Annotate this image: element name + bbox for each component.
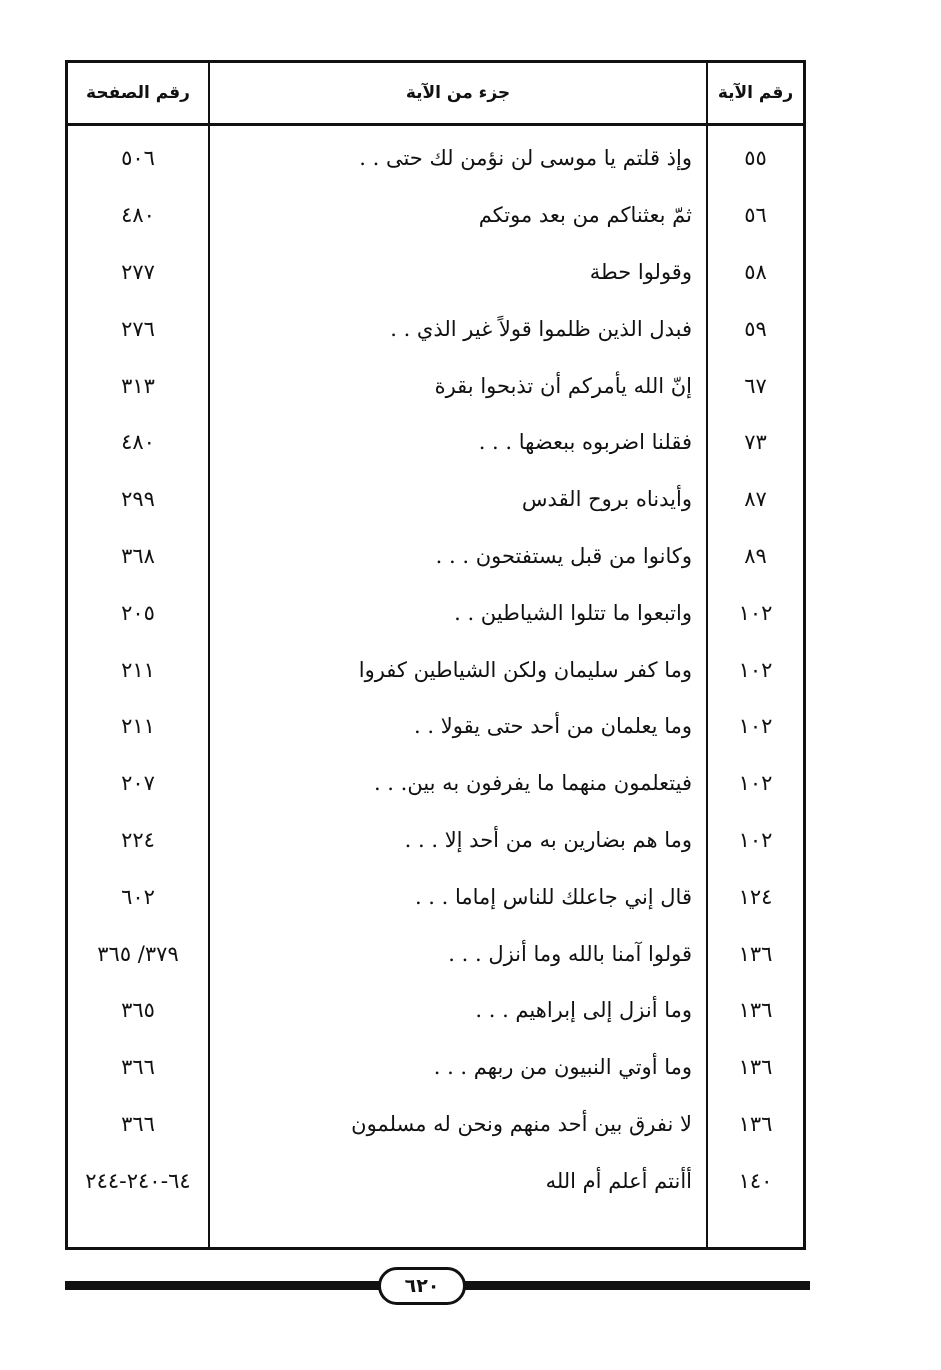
page-number: ٢١١ xyxy=(121,657,155,682)
verse-part: وما أنزل إلى إبراهيم . . . xyxy=(475,998,692,1023)
verse-number: ٥٨ xyxy=(744,259,767,284)
table-row xyxy=(68,641,803,698)
table-row xyxy=(68,1039,803,1096)
verse-part: أأنتم أعلم أم الله xyxy=(545,1168,692,1193)
page-number: ٢١١ xyxy=(121,714,155,739)
table-row xyxy=(68,414,803,471)
verse-number: ٥٦ xyxy=(744,203,767,228)
page-number: ٢٧٧ xyxy=(121,259,155,284)
verse-part: إنّ الله يأمركم أن تذبحوا بقرة xyxy=(434,373,692,398)
page-number-badge: ٦٢٠ xyxy=(378,1267,466,1305)
table-row xyxy=(68,698,803,755)
verse-number: ١٠٢ xyxy=(738,771,773,796)
header-verse-number: رقم الآية xyxy=(717,83,794,103)
table-row xyxy=(68,187,803,244)
table-row xyxy=(68,868,803,925)
page-number: ٤٨٠ xyxy=(121,430,155,455)
page-number: ٣٧٩/ ٣٦٥ xyxy=(97,941,179,966)
table-body xyxy=(68,130,803,1209)
page-number: ٣١٣ xyxy=(121,373,155,398)
verse-number: ١٣٦ xyxy=(738,1055,773,1080)
header-page-number: رقم الصفحة xyxy=(86,83,190,103)
verse-part: وما هم بضارين به من أحد إلا . . . xyxy=(404,827,692,852)
verse-number: ١٠٢ xyxy=(738,600,773,625)
table-row xyxy=(68,244,803,301)
verse-part: واتبعوا ما تتلوا الشياطين . . xyxy=(454,600,692,625)
page-number: ٢٩٩ xyxy=(121,487,155,512)
verse-part: لا نفرق بين أحد منهم ونحن له مسلمون xyxy=(351,1111,692,1136)
verse-index-table xyxy=(65,60,806,1250)
table-row xyxy=(68,1096,803,1153)
table-row xyxy=(68,925,803,982)
page-number: ٤٨٠ xyxy=(121,203,155,228)
verse-number: ١٠٢ xyxy=(738,657,773,682)
verse-number: ١٣٦ xyxy=(738,941,773,966)
table-row xyxy=(68,130,803,187)
page-number: ٦٤-٢٤٠-٢٤٤ xyxy=(85,1168,191,1193)
header-rule xyxy=(68,123,803,126)
verse-number: ١٤٠ xyxy=(738,1168,773,1193)
verse-part: قولوا آمنا بالله وما أنزل . . . xyxy=(448,941,692,966)
verse-part: وقولوا حطة xyxy=(589,259,692,284)
verse-part: وإذ قلتم يا موسى لن نؤمن لك حتى . . xyxy=(359,146,692,171)
verse-part: فبدل الذين ظلموا قولاً غير الذي . . xyxy=(390,316,692,341)
verse-number: ١٠٢ xyxy=(738,714,773,739)
table-row xyxy=(68,300,803,357)
page-number: ٢٠٥ xyxy=(121,600,155,625)
verse-number: ١٣٦ xyxy=(738,1111,773,1136)
verse-part: قال إني جاعلك للناس إماما . . . xyxy=(414,884,692,909)
verse-number: ١٠٢ xyxy=(738,827,773,852)
page-number: ٣٦٨ xyxy=(121,543,155,568)
verse-number: ١٣٦ xyxy=(738,998,773,1023)
header-verse-part: جزء من الآية xyxy=(405,83,511,103)
verse-number: ٨٩ xyxy=(744,543,767,568)
verse-part: وكانوا من قبل يستفتحون . . . xyxy=(435,543,692,568)
verse-number: ٨٧ xyxy=(744,487,767,512)
table-row xyxy=(68,1152,803,1209)
table-row xyxy=(68,528,803,585)
page-number: ٣٦٦ xyxy=(121,1055,155,1080)
page-number: ٢٠٧ xyxy=(121,771,155,796)
verse-number: ٥٩ xyxy=(744,316,767,341)
verse-part: فيتعلمون منهما ما يفرفون به بين. . . xyxy=(373,771,692,796)
table-row xyxy=(68,584,803,641)
page-number: ٢٢٤ xyxy=(121,827,155,852)
page-number: ٣٦٥ xyxy=(121,998,155,1023)
verse-part: ثمّ بعثناكم من بعد موتكم xyxy=(478,203,692,228)
verse-number: ٦٧ xyxy=(744,373,767,398)
verse-part: وما أوتي النبيون من ربهم . . . xyxy=(433,1055,692,1080)
verse-number: ٧٣ xyxy=(744,430,767,455)
table-row xyxy=(68,812,803,869)
verse-part: وما يعلمان من أحد حتى يقولا . . xyxy=(414,714,692,739)
page-number: ٣٦٦ xyxy=(121,1111,155,1136)
verse-part: فقلنا اضربوه ببعضها . . . xyxy=(478,430,692,455)
table-row xyxy=(68,471,803,528)
verse-part: وما كفر سليمان ولكن الشياطين كفروا xyxy=(358,657,692,682)
table-header xyxy=(68,63,803,123)
page-number: ٦٠٢ xyxy=(121,884,155,909)
table-row xyxy=(68,755,803,812)
verse-part: وأيدناه بروح القدس xyxy=(521,487,692,512)
table-row xyxy=(68,982,803,1039)
verse-number: ١٢٤ xyxy=(738,884,773,909)
page-number: ٢٧٦ xyxy=(121,316,155,341)
verse-number: ٥٥ xyxy=(744,146,767,171)
page-number: ٥٠٦ xyxy=(121,146,155,171)
table-row xyxy=(68,357,803,414)
